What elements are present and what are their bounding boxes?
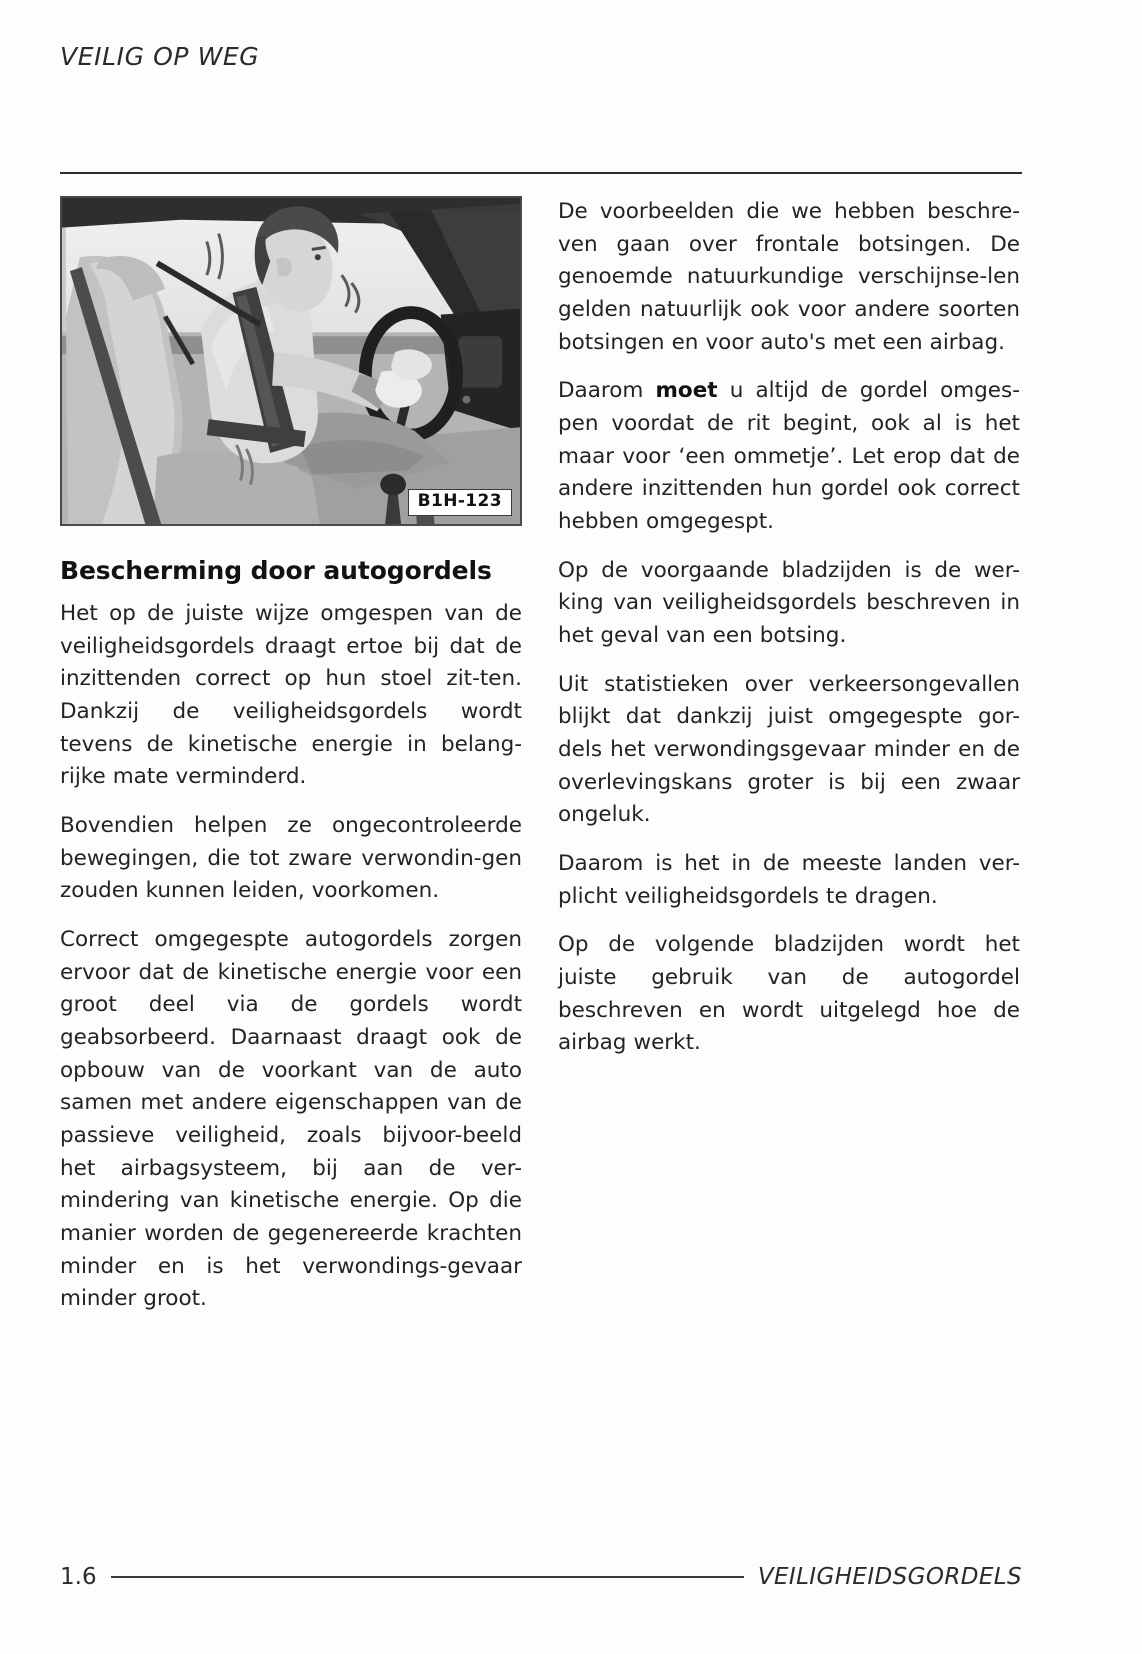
running-head: VEILIG OP WEG [60, 42, 260, 71]
driver-wearing-seatbelt-illustration [62, 198, 520, 524]
figure-reference-label: B1H-123 [408, 489, 512, 516]
paragraph-right-3: Op de voorgaande bladzijden is de wer-king van veiligheidsgordels beschreven in het geval van een botsing. [558, 557, 1020, 649]
footer-divider [111, 1576, 744, 1578]
paragraph-right-2-tail: u altijd de gordel omges-pen voordat de rit begint, ook al is het maar voor ‘een ommetje’. Let erop dat de andere inzittenden hun gordel ook correct hebben omgegespt. [558, 378, 1020, 535]
paragraph-right-5: Daarom is het in de meeste landen ver-plicht veiligheidsgordels te dragen. [558, 851, 1020, 909]
paragraph-left-3: Correct omgegespte autogordels zorgen ervoor dat de kinetische energie voor een groot deel via de gordels wordt geabsorbeerd. Daarnaast draagt ook de opbouw van de voorkant van de auto samen met andere eigenschappen van de passieve veiligheid, zoals bijvoor-beeld het airbagsysteem, bij aan de ver-mindering van kinetische energie. Op die manier worden de gegenereerde krachten minder en is het verwondings-gevaar minder groot. [60, 927, 522, 1312]
paragraph-left-2: Bovendien helpen ze ongecontroleerde bewegingen, die tot zware verwondin-gen zouden kunnen leiden, voorkomen. [60, 813, 522, 904]
paragraph-right-1: De voorbeelden die we hebben beschre-ven gaan over frontale botsingen. De genoemde natuurkundige verschijnse-len gelden natuurlijk ook voor andere soorten botsingen en voor auto's met een airbag. [558, 199, 1020, 355]
right-column [558, 196, 1020, 1060]
footer-section-name: VEILIGHEIDSGORDELS [757, 1564, 1022, 1590]
figure-driver-seatbelt [60, 196, 522, 526]
paragraph-right-2-emphasis: moet [655, 378, 718, 404]
left-column [60, 196, 522, 1316]
paragraph-right-2 [558, 375, 1020, 538]
paragraph-right-4: Uit statistieken over verkeersongevallen blijkt dat dankzij juist omgegespte gor-dels het verwondingsgevaar minder en de overlevingskans groter is bij een zwaar ongeluk. [558, 671, 1020, 828]
page-footer [60, 1560, 1022, 1594]
section-title: Bescherming door autogordels [60, 556, 492, 585]
paragraph-left-1: Het op de juiste wijze omgespen van de veiligheidsgordels draagt ertoe bij dat de inzittenden correct op hun stoel zit-ten. Dankzij de veiligheidsgordels wordt tevens de kinetische energie in belang-rijke mate verminderd. [60, 601, 522, 790]
header-divider [60, 172, 1022, 174]
paragraph-right-6: Op de volgende bladzijden wordt het juiste gebruik van de autogordel beschreven en wordt uitgelegd hoe de airbag werkt. [558, 932, 1020, 1056]
paragraph-right-2-lead: Daarom [558, 378, 656, 404]
page-number: 1.6 [60, 1564, 97, 1590]
